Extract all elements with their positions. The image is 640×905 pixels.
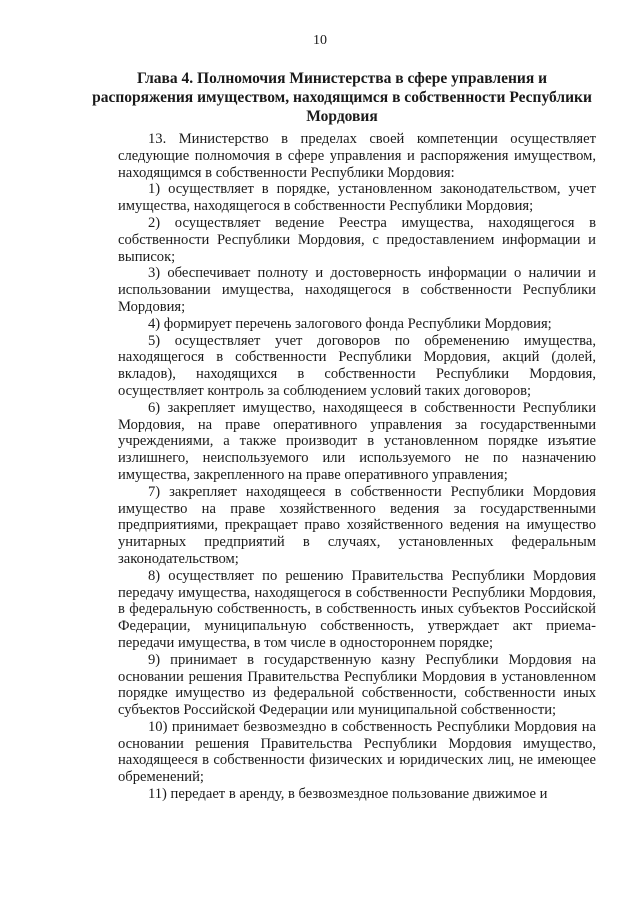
paragraph-item-4: 4) формирует перечень залогового фонда Республики Мордовия; xyxy=(148,315,552,332)
paragraph-item-11: 11) передает в аренду, в безвозмездное пользование движимое и xyxy=(148,786,548,803)
body-text xyxy=(118,131,596,803)
paragraph-item-1: 1) осуществляет в порядке, установленном законодательством, учет имущества, находящегося в собственности Республики Мордовия; xyxy=(118,181,596,215)
paragraph-item-9: 9) принимает в государственную казну Республики Мордовия на основании решения Правительства Республики Мордовия в установленном порядке имущество из федеральной собственности, собственности иных субъектов Российской Федерации или муниципальной собственности; xyxy=(118,651,596,719)
paragraph-item-2: 2) осуществляет ведение Реестра имущества, находящегося в собственности Республики Мордовия, с предоставлением информации и выписок; xyxy=(118,214,596,265)
paragraph-item-7: 7) закрепляет находящееся в собственности Республики Мордовия имущество на праве хозяйственного ведения за государственными предприятиями, прекращает право хозяйственного ведения на имущество унитарных предприятий в случаях, установленных федеральным законодательством; xyxy=(118,483,596,567)
paragraph-item-8: 8) осуществляет по решению Правительства Республики Мордовия передачу имущества, находящегося в собственности Республики Мордовия, в федеральную собственность, в собственность иных субъектов Российской Федерации, муниципальную собственность, утверждает акт приема-передачи имущества, в том числе в одностороннем порядке; xyxy=(118,567,596,651)
page-number: 10 xyxy=(313,33,327,48)
paragraph-item-3: 3) обеспечивает полноту и достоверность информации о наличии и использовании имущества, находящегося в собственности Республики Мордовия; xyxy=(118,265,596,315)
paragraph-13: 13. Министерство в пределах своей компетенции осуществляет следующие полномочия в сфере управления и распоряжения имуществом, находящимся в собственности Республики Мордовия: xyxy=(118,131,596,181)
chapter-title: Глава 4. Полномочия Министерства в сфере управления и распоряжения имуществом, находящимся в собственности Республики Мордовия xyxy=(92,70,592,125)
paragraph-item-10: 10) принимает безвозмездно в собственность Республики Мордовия на основании решения Правительства Республики Мордовия имущество, находящееся в собственности физических и юридических лиц, не имеющее обременений; xyxy=(118,718,596,786)
paragraph-item-6: 6) закрепляет имущество, находящееся в собственности Республики Мордовия, на праве оперативного управления за государственными учреждениями, а также производит в установленном порядке изъятие излишнего, неиспользуемого или используемого не по назначению имущества, закрепленного на праве оперативного управления; xyxy=(118,399,596,483)
paragraph-item-5: 5) осуществляет учет договоров по обременению имущества, находящегося в собственности Республики Мордовия, акций (долей, вкладов), находящихся в собственности Республики Мордовия, осуществляет контроль за соблюдением условий таких договоров; xyxy=(118,332,596,399)
